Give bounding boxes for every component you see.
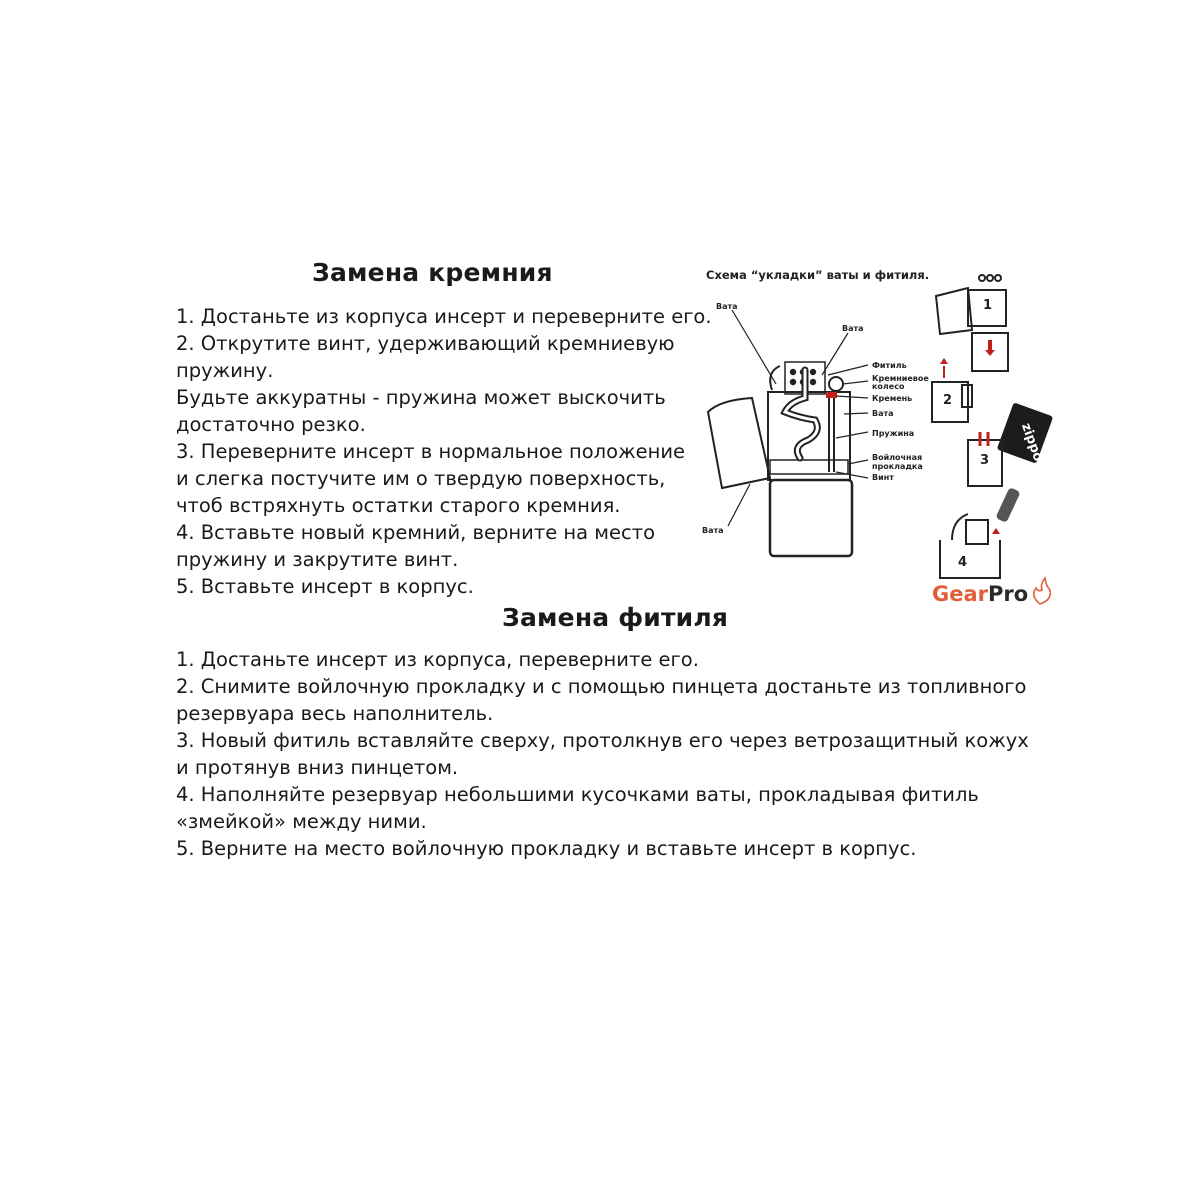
wick-line: «змейкой» между ними. bbox=[176, 810, 427, 833]
step-number: 1 bbox=[983, 298, 993, 313]
flint-line: пружину. bbox=[176, 359, 274, 382]
lighter-lid-icon bbox=[708, 398, 770, 488]
label-flint-wheel: Кремниевое bbox=[872, 374, 929, 383]
label-flint-wheel: колесо bbox=[872, 382, 905, 391]
logo-gear-text: Gear bbox=[932, 582, 989, 606]
step-4-illustration bbox=[940, 487, 1021, 578]
step-number: 2 bbox=[943, 393, 953, 408]
diagram-title: Схема “укладки” ваты и фитиля. bbox=[706, 268, 930, 282]
flame-icon bbox=[1034, 578, 1051, 604]
label-felt: прокладка bbox=[872, 462, 923, 471]
flint-line: 2. Открутите винт, удерживающий кремниевую bbox=[176, 332, 675, 355]
wick-line: 3. Новый фитиль вставляйте сверху, протолкнув его через ветрозащитный кожух bbox=[176, 729, 1029, 752]
label-cotton: Вата bbox=[872, 409, 894, 418]
lighter-diagram bbox=[695, 262, 1065, 612]
zippo-brand: zippo bbox=[1017, 421, 1046, 464]
label-flint: Кремень bbox=[872, 394, 913, 403]
flint-section-title: Замена кремния bbox=[312, 258, 553, 287]
flint-line: пружину и закрутите винт. bbox=[176, 548, 459, 571]
wick-line: 5. Верните на место войлочную прокладку и вставьте инсерт в корпус. bbox=[176, 837, 917, 860]
label-screw: Винт bbox=[872, 473, 894, 482]
flint-line: достаточно резко. bbox=[176, 413, 366, 436]
flint-line: 1. Достаньте из корпуса инсерт и переверните его. bbox=[176, 305, 712, 328]
wick-line: 1. Достаньте инсерт из корпуса, переверните его. bbox=[176, 648, 699, 671]
step-number: 4 bbox=[958, 555, 968, 570]
step-1-illustration bbox=[936, 275, 1008, 371]
step-2-illustration bbox=[932, 358, 972, 422]
label-cotton: Вата bbox=[842, 324, 864, 333]
wick-line: 4. Наполняйте резервуар небольшими кусочками ваты, прокладывая фитиль bbox=[176, 783, 979, 806]
wick-steps bbox=[176, 646, 1029, 862]
label-felt: Войлочная bbox=[872, 453, 923, 462]
label-cotton: Вата bbox=[702, 526, 724, 535]
flint-line: Будьте аккуратны - пружина может выскочить bbox=[176, 386, 666, 409]
label-cotton: Вата bbox=[716, 302, 738, 311]
label-spring: Пружина bbox=[872, 429, 915, 438]
flint-line: 4. Вставьте новый кремний, верните на место bbox=[176, 521, 656, 544]
gearpro-logo bbox=[932, 578, 1050, 606]
step-number: 3 bbox=[980, 453, 990, 468]
flint-steps bbox=[176, 303, 712, 600]
wick-line: и протянув вниз пинцетом. bbox=[176, 756, 459, 779]
svg-text:GearPro bbox=[932, 582, 1028, 606]
flint-line: и слегка постучите им о твердую поверхность, bbox=[176, 467, 666, 490]
wick-line: резервуара весь наполнитель. bbox=[176, 702, 494, 725]
flint-line: 3. Переверните инсерт в нормальное положение bbox=[176, 440, 686, 463]
flint-line: чтоб встряхнуть остатки старого кремния. bbox=[176, 494, 621, 517]
wick-section-title: Замена фитиля bbox=[502, 603, 729, 632]
lighter-case-icon bbox=[770, 480, 852, 556]
flint-line: 5. Вставьте инсерт в корпус. bbox=[176, 575, 474, 598]
label-wick: Фитиль bbox=[872, 361, 907, 370]
wick-line: 2. Снимите войлочную прокладку и с помощью пинцета достаньте из топливного bbox=[176, 675, 1027, 698]
logo-pro-text: Pro bbox=[988, 582, 1029, 606]
